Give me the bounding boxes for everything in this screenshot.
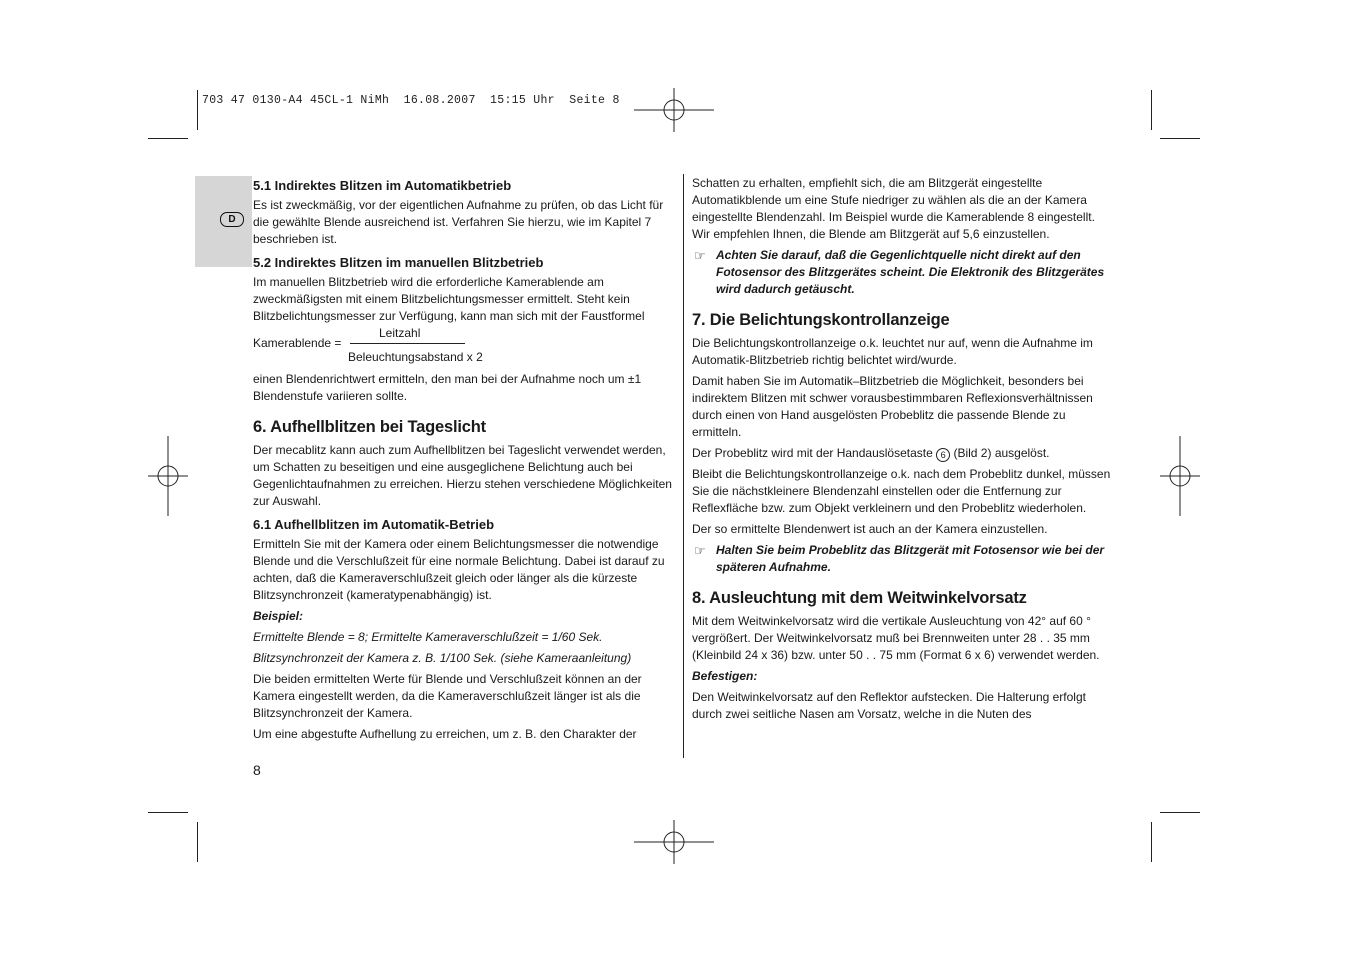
section-7-text-3	[692, 445, 1116, 462]
section-8-text-2: Den Weitwinkelvorsatz auf den Reflektor aufstecken. Die Halterung erfolgt durch zwei seitliche Nasen am Vorsatz, welche in die Nuten des	[692, 690, 1086, 721]
formula-fraction-line	[350, 343, 465, 344]
example-line-2: Blitzsynchronzeit der Kamera z. B. 1/100 Sek. (siehe Kameraanleitung)	[253, 651, 632, 665]
section-6-1-text-3: Um eine abgestufte Aufhellung zu erreichen, um z. B. den Charakter der	[253, 727, 637, 741]
section-8-text-1: Mit dem Weitwinkelvorsatz wird die vertikale Ausleuchtung von 42° auf 60 ° vergrößert. Der Weitwinkelvorsatz muß bei Brennweiten unter 28 . . 35 mm (Kleinbild 24 x 36) bzw. unter 50 . . 75 mm (Format 6 x 6) verwendet werden.	[692, 614, 1100, 662]
section-5-1-text: Es ist zweckmäßig, vor der eigentlichen Aufnahme zu prüfen, ob das Licht für die gewählte Blende ausreichend ist. Verfahren Sie hierzu, wie im Kapitel 7 beschrieben ist.	[253, 198, 664, 246]
registration-mark-bottom	[634, 820, 714, 864]
example-line-1: Ermittelte Blende = 8; Ermittelte Kameraverschlußzeit = 1/60 Sek.	[253, 630, 603, 644]
mounting-label: Befestigen:	[692, 669, 758, 683]
language-badge: D	[220, 212, 244, 227]
crop-mark	[1151, 90, 1152, 130]
section-7-text-4: Bleibt die Belichtungskontrollanzeige o.k. nach dem Probeblitz dunkel, müssen Sie die nächstkleinere Blendenzahl einstellen oder die Entfernung zur Reflexfläche bzw. zum Objekt verkleinern und den Probeblitz wiederholen.	[692, 467, 1111, 515]
note-test-flash-text: Halten Sie beim Probeblitz das Blitzgerät mit Fotosensor wie bei der späteren Aufnahme.	[716, 543, 1105, 574]
handauslose-key-number: 6	[936, 448, 950, 462]
print-header: 703 47 0130-A4 45CL-1 NiMh 16.08.2007 15:15 Uhr Seite 8	[202, 94, 620, 107]
crop-mark	[148, 812, 188, 813]
right-column	[692, 175, 1116, 727]
note-backlight	[692, 247, 1116, 298]
pointing-hand-icon: ☞	[694, 248, 706, 263]
section-7-text-2: Damit haben Sie im Automatik–Blitzbetrieb die Möglichkeit, besonders bei indirektem Blitzen mit schwer vorausbestimmbaren Reflexionsverhältnissen durch einen von Hand ausgelösten Probeblitz die passende Blende zu ermitteln.	[692, 374, 1093, 439]
column-divider	[683, 174, 684, 758]
section-6-heading: 6. Aufhellblitzen bei Tageslicht	[253, 418, 486, 436]
section-7-text-1: Die Belichtungskontrollanzeige o.k. leuchtet nur auf, wenn die Aufnahme im Automatik-Blitzbetrieb richtig belichtet wird/wurde.	[692, 336, 1093, 367]
guide-number-formula	[253, 325, 673, 365]
note-backlight-text: Achten Sie darauf, daß die Gegenlichtquelle nicht direkt auf den Fotosensor des Blitzgerätes scheint. Die Elektronik des Blitzgerätes wird dadurch getäuscht.	[716, 248, 1105, 296]
section-7-text-5: Der so ermittelte Blendenwert ist auch an der Kamera einzustellen.	[692, 522, 1048, 536]
section-6-text: Der mecablitz kann auch zum Aufhellblitzen bei Tageslicht verwendet werden, um Schatten zu beseitigen und eine ausgeglichene Belichtung auch bei Gegenlichtaufnahmen zu erreichen. Hierzu stehen verschiedene Möglichkeiten zur Auswahl.	[253, 443, 672, 508]
formula-lhs: Kamerablende =	[253, 336, 342, 350]
crop-mark	[1151, 822, 1152, 862]
section-7-heading: 7. Die Belichtungskontrollanzeige	[692, 311, 950, 329]
registration-mark-right	[1160, 436, 1200, 516]
section-7-text-3-before: Der Probeblitz wird mit der Handauslösetaste	[692, 446, 933, 460]
section-5-2-text: Im manuellen Blitzbetrieb wird die erforderliche Kamerablende am zweckmäßigsten mit einem Blitzbelichtungsmesser ermittelt. Steht kein Blitzbelichtungsmesser zur Verfügung, kann man sich mit der Faustformel	[253, 275, 645, 323]
note-test-flash	[692, 542, 1116, 576]
section-5-2-text-2: einen Blendenrichtwert ermitteln, den man bei der Aufnahme noch um ±1 Blendenstufe variieren sollte.	[253, 372, 642, 403]
section-5-2-heading: 5.2 Indirektes Blitzen im manuellen Blitzbetrieb	[253, 255, 544, 270]
crop-mark	[148, 138, 188, 139]
section-5-1-heading: 5.1 Indirektes Blitzen im Automatikbetrieb	[253, 178, 512, 193]
section-6-1-heading: 6.1 Aufhellblitzen im Automatik-Betrieb	[253, 517, 495, 532]
section-7-text-3-after: (Bild 2) ausgelöst.	[953, 446, 1050, 460]
formula-denominator: Beleuchtungsabstand x 2	[348, 350, 483, 364]
crop-mark	[1160, 138, 1200, 139]
crop-mark	[197, 90, 198, 130]
section-6-1-text-2: Die beiden ermittelten Werte für Blende und Verschlußzeit können an der Kamera eingestellt werden, da die Kameraverschlußzeit länger ist als die Blitzsynchronzeit der Kamera.	[253, 672, 642, 720]
registration-mark-left	[148, 436, 188, 516]
section-6-1-text: Ermitteln Sie mit der Kamera oder einem Belichtungsmesser die notwendige Blende und die Verschlußzeit für eine normale Belichtung. Dabei ist darauf zu achten, daß die Kameraverschlußzeit gleich oder länger als die kürzeste Blitzsynchronzeit (kameratypenabhängig) ist.	[253, 537, 665, 602]
formula-numerator: Leitzahl	[379, 326, 421, 340]
page-number: 8	[253, 762, 261, 778]
pointing-hand-icon: ☞	[694, 543, 706, 558]
example-label: Beispiel:	[253, 609, 304, 623]
continuation-text: Schatten zu erhalten, empfiehlt sich, die am Blitzgerät eingestellte Automatikblende um eine Stufe niedriger zu wählen als die an der Kamera eingestellte Blendenzahl. Im Beispiel wurde die Kamerablende 8 eingestellt. Wir empfehlen Ihnen, die Blende am Blitzgerät auf 5,6 einzustellen.	[692, 176, 1095, 241]
crop-mark	[197, 822, 198, 862]
left-column	[253, 177, 673, 747]
crop-mark	[1160, 812, 1200, 813]
registration-mark-top	[634, 88, 714, 132]
section-8-heading: 8. Ausleuchtung mit dem Weitwinkelvorsatz	[692, 589, 1027, 607]
